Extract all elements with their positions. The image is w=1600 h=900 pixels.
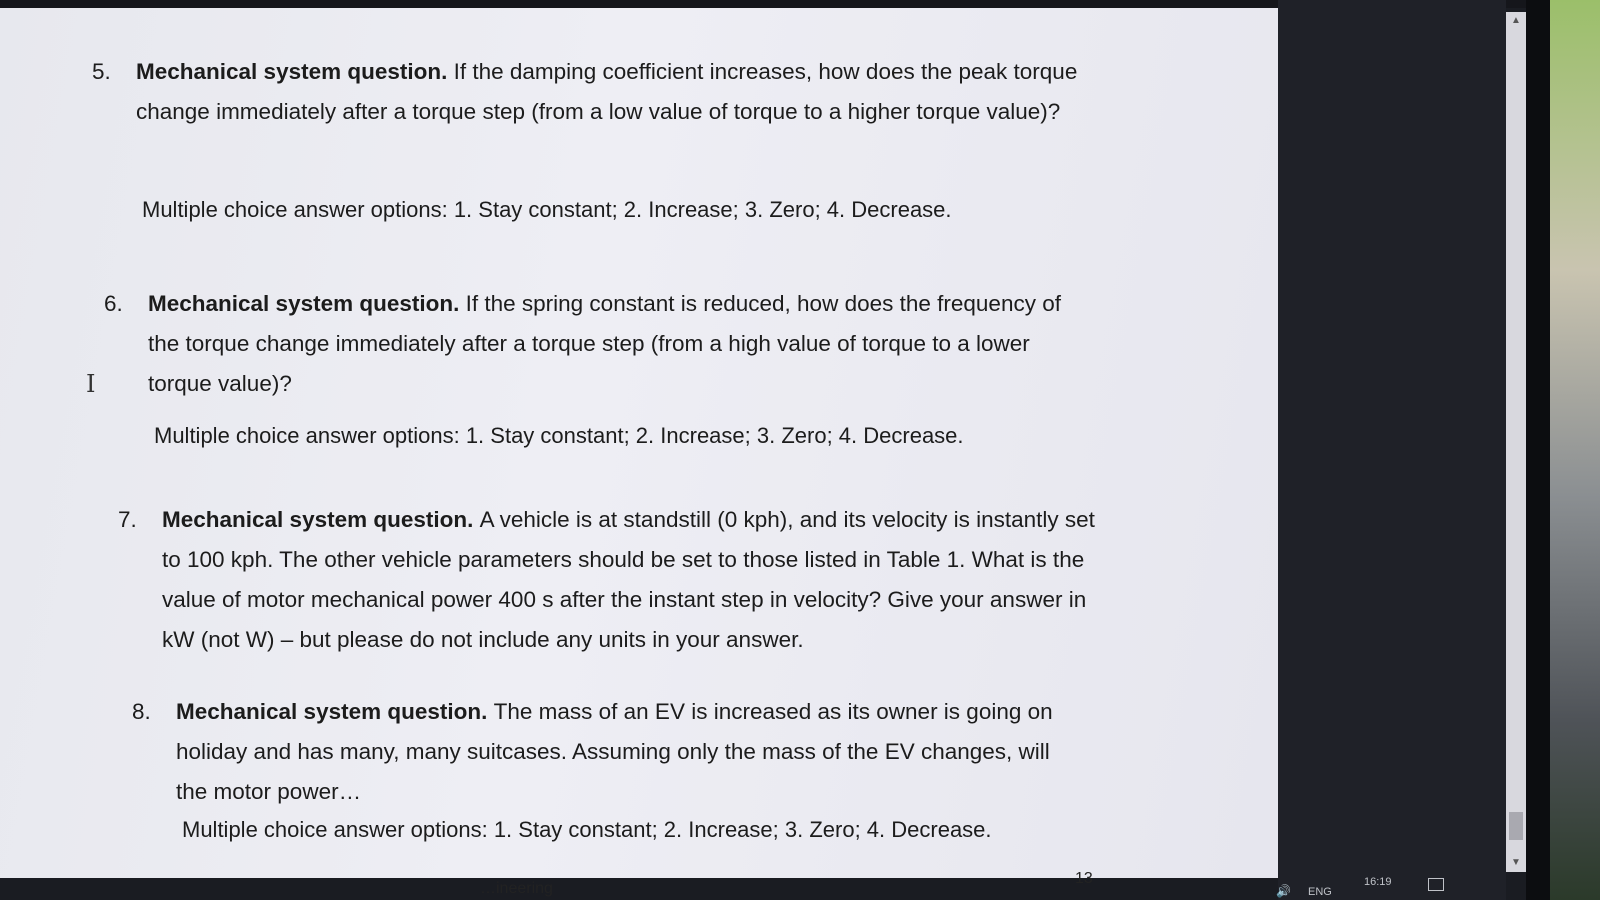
footer-text: …ineering (480, 880, 553, 897)
dark-side-panel (1278, 0, 1506, 900)
answer-options: Multiple choice answer options: 1. Stay constant; 2. Increase; 3. Zero; 4. Decrease. (182, 817, 992, 842)
scroll-up-icon[interactable]: ▲ (1511, 15, 1521, 26)
text-cursor-icon: I (86, 370, 96, 398)
question-title: Mechanical system question. (136, 59, 454, 84)
question-text: If the spring constant is reduced, how does the frequency of the torque change immediately after a torque step (from a high value of torque to a lower torque value)? (148, 291, 1061, 396)
answer-options: Multiple choice answer options: 1. Stay constant; 2. Increase; 3. Zero; 4. Decrease. (154, 423, 964, 448)
question-title: Mechanical system question. (162, 507, 480, 532)
question-number: 5. (92, 59, 111, 84)
question-text: A vehicle is at standstill (0 kph), and its velocity is instantly set to 100 kph. The other vehicle parameters should be set to those listed in Table 1. What is the value of motor mechanical power 400 s after the instant step in velocity? Give your answer in kW (not W) – but please do not include any units in your answer. (162, 507, 1095, 652)
question-text: If the damping coefficient increases, how does the peak torque change immediately after a torque step (from a low value of torque to a higher torque value)? (136, 59, 1078, 124)
page-number: 13 (1075, 870, 1093, 887)
scrollbar-thumb[interactable] (1509, 812, 1523, 840)
background-scene (1550, 0, 1600, 900)
question-number: 6. (104, 291, 123, 316)
clock-time[interactable]: 16:19 (1364, 876, 1392, 888)
question-body (148, 284, 1078, 404)
question-text: The mass of an EV is increased as its owner is going on holiday and has many, many suitcases. Assuming only the mass of the EV changes, will the motor power… (176, 699, 1053, 804)
language-indicator[interactable]: ENG (1308, 886, 1332, 898)
question-body (162, 500, 1097, 660)
question-body (136, 52, 1086, 132)
vertical-scrollbar[interactable] (1506, 12, 1526, 872)
scroll-down-icon[interactable]: ▼ (1511, 857, 1521, 868)
question-title: Mechanical system question. (148, 291, 466, 316)
question-number: 7. (118, 507, 137, 532)
monitor-bezel (1526, 0, 1550, 900)
notification-icon[interactable] (1428, 878, 1444, 891)
question-body (176, 692, 1076, 812)
question-title: Mechanical system question. (176, 699, 494, 724)
answer-options: Multiple choice answer options: 1. Stay constant; 2. Increase; 3. Zero; 4. Decrease. (142, 197, 952, 222)
question-number: 8. (132, 699, 151, 724)
document-page[interactable] (0, 8, 1278, 897)
speaker-icon[interactable]: 🔊 (1276, 884, 1291, 898)
